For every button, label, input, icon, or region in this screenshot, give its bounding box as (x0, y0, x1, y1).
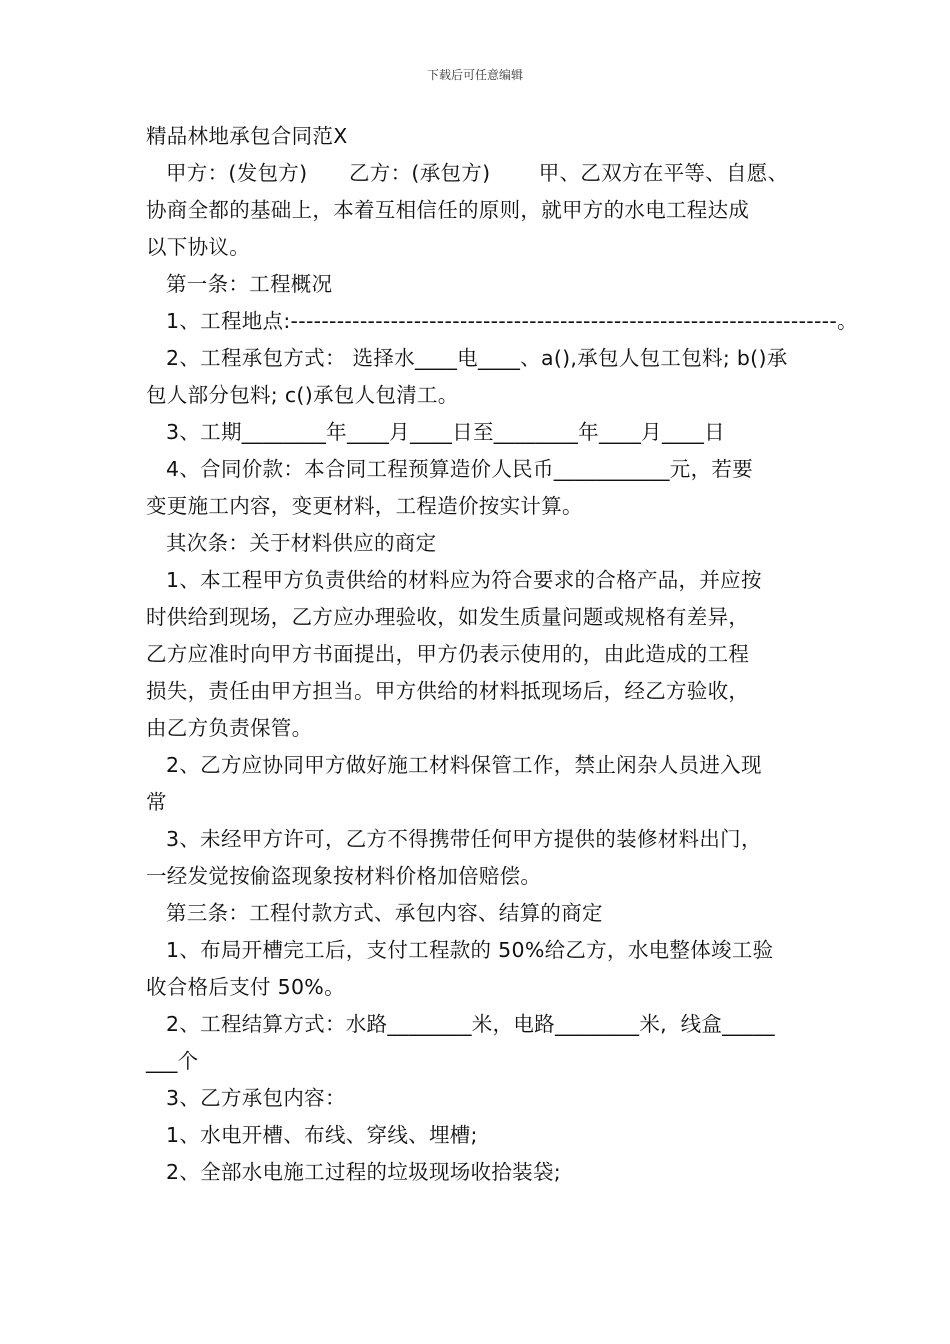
text-line: 1、水电开槽、布线、穿线、埋槽; (166, 1123, 478, 1147)
text-line: 甲方：(发包方) 乙方：(承包方) 甲、乙双方在平等、自愿、 (166, 161, 789, 185)
text-line: 1、布局开槽完工后，支付工程款的 50%给乙方，水电整体竣工验 (166, 938, 774, 962)
text-line: 常 (146, 790, 167, 814)
text-line: ___个 (146, 1049, 199, 1073)
page-header: 下载后可任意编辑 (426, 68, 523, 82)
text-line: 1、本工程甲方负责供给的材料应为符合要求的合格产品，并应按 (166, 568, 762, 592)
text-line: 2、工程承包方式： 选择水____电____、a(),承包人包工包料; b()承 (166, 346, 788, 370)
text-line: 2、乙方应协同甲方做好施工材料保管工作，禁止闲杂人员进入现 (166, 753, 762, 777)
text-line: 3、未经甲方许可，乙方不得携带任何甲方提供的装修材料出门， (166, 827, 762, 851)
section-heading: 第三条：工程付款方式、承包内容、结算的商定 (166, 901, 603, 925)
section-heading: 其次条：关于材料供应的商定 (166, 531, 437, 555)
text-line: 4、合同价款：本合同工程预算造价人民币___________元，若要 (166, 457, 753, 481)
text-line: 由乙方负责保管。 (146, 716, 313, 740)
text-line: 变更施工内容，变更材料，工程造价按实计算。 (146, 494, 583, 518)
text-line: 3、乙方承包内容： (166, 1086, 346, 1110)
text-line: 时供给到现场，乙方应办理验收，如发生质量问题或规格有差异， (146, 605, 750, 629)
text-line: 1、工程地点:-----------------------------------------------------------------------。 (166, 309, 858, 333)
text-line: 2、工程结算方式：水路________米，电路________米, 线盒_____ (166, 1012, 775, 1036)
text-line: 2、全部水电施工过程的垃圾现场收拾装袋; (166, 1160, 561, 1184)
text-line: 协商全都的基础上，本着互相信任的原则，就甲方的水电工程达成 (146, 198, 750, 222)
document-title: 精品林地承包合同范X (146, 124, 348, 148)
text-line: 3、工期________年____月____日至________年____月____日 (166, 420, 725, 444)
text-line: 收合格后支付 50%。 (146, 975, 345, 999)
section-heading: 第一条：工程概况 (166, 272, 333, 296)
text-line: 乙方应准时向甲方书面提出，甲方仍表示使用的，由此造成的工程 (146, 642, 750, 666)
text-line: 一经发觉按偷盗现象按材料价格加倍赔偿。 (146, 864, 542, 888)
text-line: 以下协议。 (146, 235, 250, 259)
text-line: 损失，责任由甲方担当。甲方供给的材料抵现场后，经乙方验收， (146, 679, 750, 703)
text-line: 包人部分包料; c()承包人包清工。 (146, 383, 459, 407)
